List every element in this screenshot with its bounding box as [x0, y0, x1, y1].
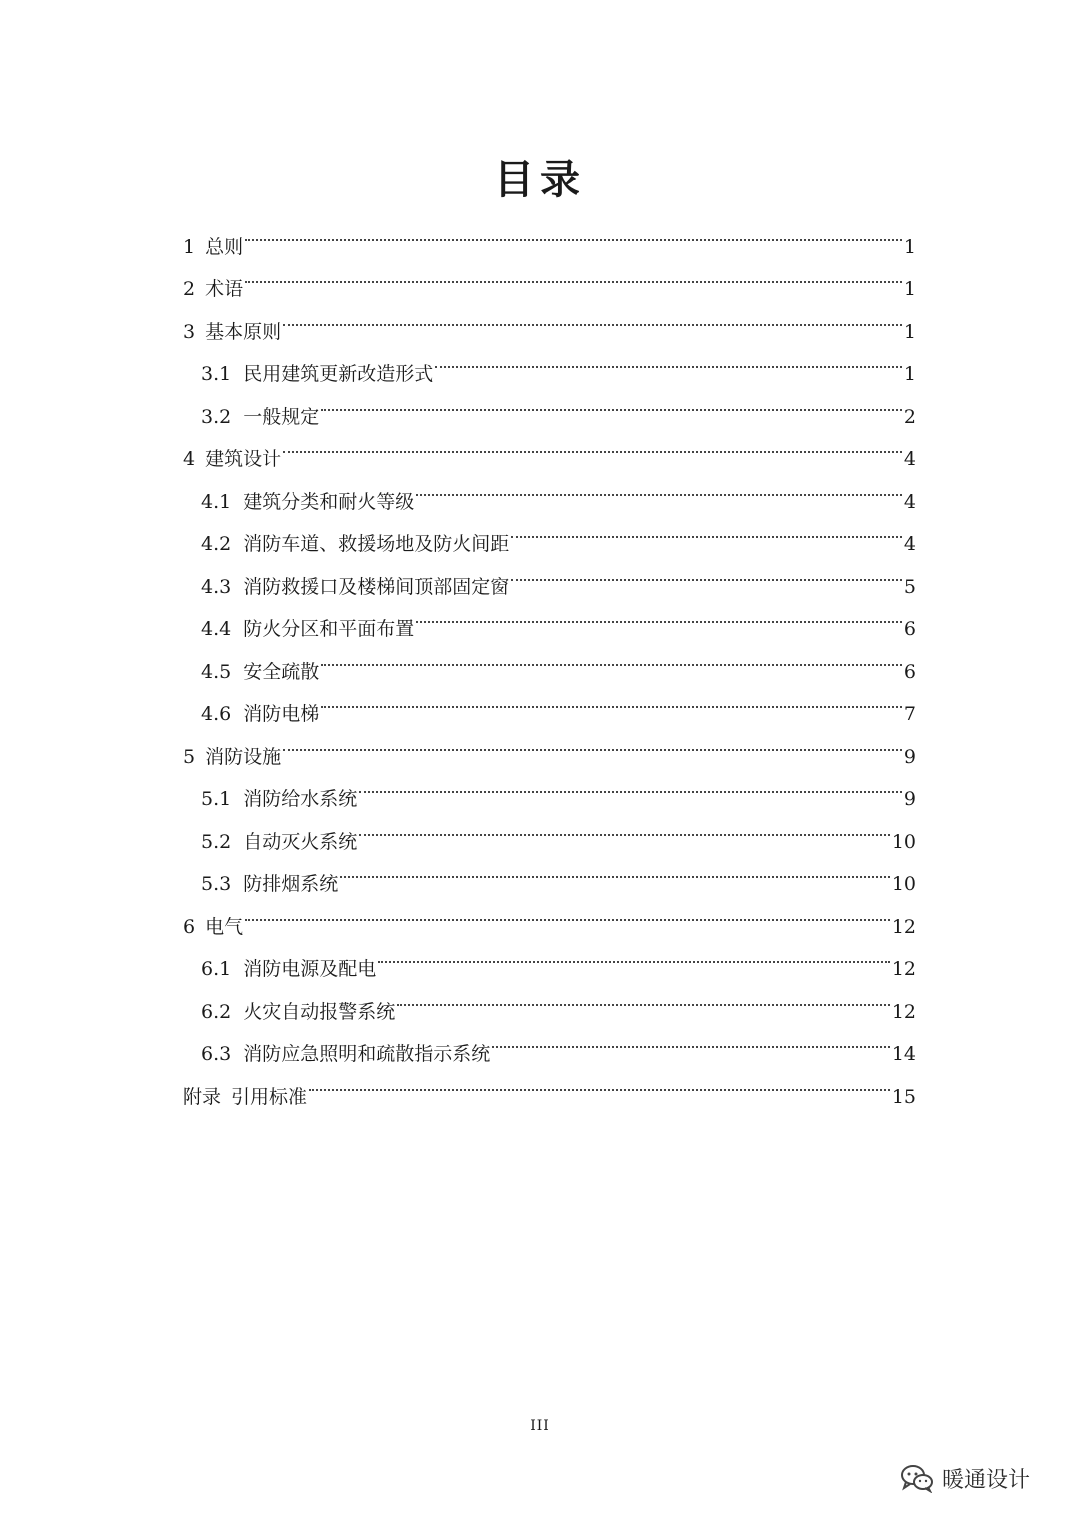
toc-dot-leader: [340, 848, 890, 891]
toc-dot-leader: [359, 763, 902, 806]
toc-entry-number: 4.3: [201, 575, 232, 598]
toc-entry-number: 4: [183, 448, 196, 470]
toc-entry-number: 3: [183, 320, 196, 343]
toc-entry-title: 引用标准: [231, 1085, 308, 1108]
toc-entry-title: 火灾自动报警系统: [243, 1000, 396, 1023]
wechat-icon: [900, 1463, 934, 1493]
toc-entry[interactable]: [183, 465, 916, 513]
toc-entry-page: 4: [903, 533, 916, 555]
toc-entry-title: 民用建筑更新改造形式: [243, 363, 434, 385]
toc-entry[interactable]: [183, 933, 916, 980]
toc-entry-title: 消防电梯: [243, 703, 320, 725]
toc-dot-leader: [511, 508, 902, 551]
watermark: [900, 1458, 1030, 1498]
toc-entry-number: 3.1: [201, 363, 232, 385]
toc-entry-number: 4.4: [201, 618, 232, 640]
toc-entry[interactable]: [183, 253, 916, 300]
toc-dot-leader: [321, 635, 902, 678]
toc-entry-page: 1: [903, 278, 916, 300]
toc-entry-title: 总则: [205, 235, 244, 258]
table-of-contents: [183, 210, 916, 1108]
toc-entry-number: 6.3: [201, 1043, 232, 1065]
toc-entry-page: 7: [903, 703, 916, 725]
toc-entry-page: 6: [903, 660, 916, 683]
toc-dot-leader: [309, 1060, 890, 1103]
toc-dot-leader: [416, 593, 902, 636]
toc-entry-title: 防排烟系统: [243, 873, 339, 895]
toc-entry-page: 9: [903, 788, 916, 810]
toc-entry-number: 4.2: [201, 533, 232, 555]
toc-entry-page: 6: [903, 618, 916, 640]
toc-entry[interactable]: [183, 338, 916, 385]
toc-dot-leader: [416, 465, 902, 508]
toc-entry-page: 14: [891, 1043, 916, 1065]
toc-entry[interactable]: [183, 763, 916, 810]
toc-dot-leader: [435, 338, 902, 381]
toc-entry-title: 消防救援口及楼梯间顶部固定窗: [243, 575, 510, 598]
toc-entry[interactable]: [183, 210, 916, 258]
toc-dot-leader: [321, 678, 902, 721]
toc-entry-page: 2: [903, 405, 916, 428]
page-title: 目录: [494, 157, 586, 203]
toc-entry-number: 4.6: [201, 703, 232, 725]
toc-entry-page: 15: [891, 1085, 916, 1108]
toc-dot-leader: [511, 550, 902, 593]
toc-entry-title: 防火分区和平面布置: [243, 618, 415, 640]
toc-entry-title: 消防给水系统: [243, 788, 358, 810]
toc-entry-number: 附录: [183, 1085, 222, 1108]
toc-entry-title: 建筑分类和耐火等级: [243, 490, 415, 513]
toc-dot-leader: [492, 1018, 890, 1061]
toc-dot-leader: [359, 805, 890, 848]
toc-entry-number: 4.1: [201, 490, 232, 513]
toc-entry-page: 1: [903, 235, 916, 258]
toc-entry-title: 电气: [205, 915, 244, 938]
toc-dot-leader: [245, 253, 902, 296]
toc-entry-page: 5: [903, 575, 916, 598]
toc-entry-title: 消防电源及配电: [243, 958, 377, 980]
toc-entry-title: 一般规定: [243, 405, 320, 428]
toc-dot-leader: [283, 720, 902, 763]
toc-entry-number: 1: [183, 235, 196, 258]
toc-entry-page: 12: [891, 958, 916, 980]
toc-entry-title: 术语: [205, 278, 244, 300]
toc-entry-page: 1: [903, 363, 916, 385]
toc-entry-title: 基本原则: [205, 320, 282, 343]
toc-entry[interactable]: [183, 295, 916, 343]
toc-entry-number: 3.2: [201, 405, 232, 428]
toc-dot-leader: [397, 975, 890, 1018]
toc-entry-title: 消防设施: [205, 745, 282, 768]
toc-entry-page: 4: [903, 490, 916, 513]
toc-entry[interactable]: [183, 720, 916, 768]
toc-dot-leader: [283, 423, 902, 466]
toc-entry-number: 4.5: [201, 660, 232, 683]
page-number: III: [530, 1418, 550, 1434]
toc-entry-number: 5.3: [201, 873, 232, 895]
toc-entry-number: 5.2: [201, 830, 232, 853]
toc-entry-page: 12: [891, 1000, 916, 1023]
toc-entry-number: 6.2: [201, 1000, 232, 1023]
toc-entry-title: 安全疏散: [243, 660, 320, 683]
watermark-text: 暖通设计: [942, 1467, 1031, 1493]
toc-dot-leader: [321, 380, 902, 423]
toc-dot-leader: [245, 210, 902, 253]
toc-entry-title: 建筑设计: [205, 448, 282, 470]
toc-entry-number: 6.1: [201, 958, 232, 980]
toc-entry[interactable]: [183, 423, 916, 470]
toc-entry-title: 自动灭火系统: [243, 830, 358, 853]
toc-entry[interactable]: [183, 890, 916, 938]
toc-entry-page: 4: [903, 448, 916, 470]
toc-entry-number: 6: [183, 915, 196, 938]
toc-entry-number: 5: [183, 745, 196, 768]
toc-entry-number: 2: [183, 278, 196, 300]
toc-dot-leader: [245, 890, 890, 933]
toc-entry-title: 消防应急照明和疏散指示系统: [243, 1043, 491, 1065]
toc-entry-page: 1: [903, 320, 916, 343]
toc-entry-number: 5.1: [201, 788, 232, 810]
toc-entry-page: 9: [903, 745, 916, 768]
toc-dot-leader: [283, 295, 902, 338]
toc-entry-page: 10: [891, 830, 916, 853]
toc-dot-leader: [378, 933, 890, 976]
toc-entry-title: 消防车道、救援场地及防火间距: [243, 533, 510, 555]
toc-entry-page: 12: [891, 915, 916, 938]
toc-entry-page: 10: [891, 873, 916, 895]
